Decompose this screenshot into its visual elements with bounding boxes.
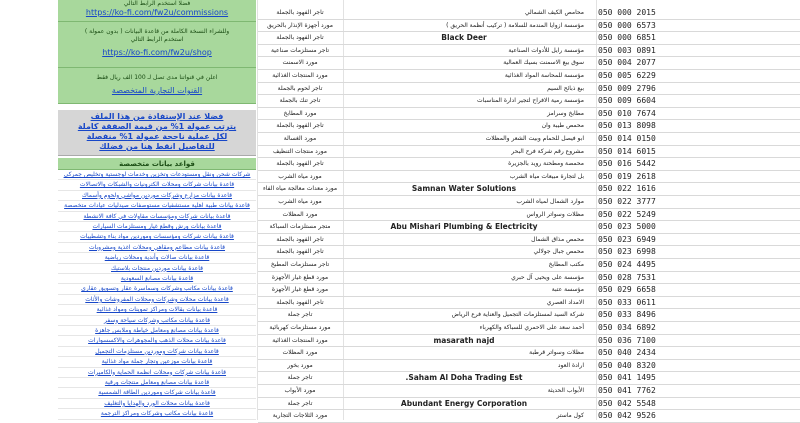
table-row [258, 70, 800, 83]
table-row [258, 108, 800, 121]
phone-cell[interactable]: 050 040 8320 [598, 360, 656, 370]
phone-cell[interactable]: 050 023 6998 [598, 247, 656, 257]
name-cell: الأبواب الحديثة [547, 387, 584, 394]
database-link[interactable]: قاعدة بيانات محلات الورد والهدايا والتغليف [58, 399, 256, 409]
name-cell: مظلات وسواتر الرواس [526, 210, 584, 218]
phone-cell[interactable]: 050 042 9526 [598, 411, 656, 421]
phone-cell[interactable]: 050 019 2618 [598, 171, 656, 181]
commission-notice[interactable] [58, 110, 256, 156]
database-link[interactable]: قاعدة بيانات شركات وموردين الطاقة الشمسية [58, 388, 256, 398]
table-row [258, 158, 800, 171]
name-cell: مؤسسة رايل للأدوات الصناعية [508, 46, 584, 54]
table-row [258, 284, 800, 297]
category-cell: تاجر الفهود بالجملة [276, 122, 324, 130]
phone-cell[interactable]: 050 023 5000 [598, 222, 656, 232]
database-link[interactable]: قاعدة بيانات محلات وشركات ومحلات المفروشات والأثاث [58, 295, 256, 305]
category-cell: مورد بخور [287, 361, 313, 369]
channels-link[interactable]: القنوات التجارية المتخصصة [111, 86, 203, 95]
database-link[interactable]: قاعدة بيانات شركات ومؤسسات وموردين مواد بناء وتشطيبات [58, 232, 256, 242]
name-cell: محمص جبال جولالي [533, 248, 584, 256]
phone-cell[interactable]: 050 014 0150 [598, 134, 656, 143]
name-cell: موارد الشمال لمياه الشرب [516, 198, 584, 205]
table-row [258, 246, 800, 259]
category-cell: تاجر الفهود بالجملة [276, 235, 324, 243]
database-link[interactable]: قاعدة بيانات بقالات ومراكز تموينات ومواد غذائية [58, 305, 256, 315]
name-cell: أحمد سعد على الاحمري للسباكة والكهرباء [479, 324, 584, 331]
table-row [258, 183, 800, 196]
name-cell: سوق بيع الاسمنت بسيك العمالية [503, 59, 584, 67]
database-link[interactable]: قاعدة بيانات شركات ومحلات انظمة الحماية والكاميرات [58, 368, 256, 378]
database-link[interactable]: قاعدة بيانات محلات الذهب والمجوهرات والاكسسوارات [58, 336, 256, 346]
database-link[interactable]: قاعدة بيانات مكاتب وشركات ومراكز الترجمة [58, 409, 256, 419]
name-cell: محامص الكيف الشمالي [524, 9, 584, 16]
database-link[interactable]: قاعدة بيانات شركات ومحلات الكترونيات والشبكات والاتصالات [58, 180, 256, 190]
name-cell: Abundant Energy Corporation [400, 398, 528, 408]
notice-line-2: يترتب عمولة 1% من قيمة الصفقة كاملة [77, 122, 237, 131]
phone-cell[interactable]: 050 022 3777 [598, 197, 656, 206]
phone-cell[interactable]: 050 033 8496 [598, 310, 656, 320]
category-cell: مورد أجهزة الإنذار بالحريق [267, 21, 333, 29]
phone-cell[interactable]: 050 022 5249 [598, 209, 656, 219]
channels-box [58, 68, 256, 104]
category-cell: مورد المظلات [282, 349, 318, 357]
name-cell: ابو فيصل للحمام وبيت الشعر والمظلات [485, 135, 584, 142]
name-cell: ارادة العود [557, 361, 584, 369]
box2-text2: استخدم الرابط التالي [130, 36, 184, 43]
table-row [258, 347, 800, 360]
category-cell: تاجر الفهود بالجملة [276, 248, 324, 256]
database-link[interactable]: قاعدة بيانات طبية اهلية مستشفيات مستوصفات صيدليات عيادات متخصصة [58, 201, 256, 211]
shop-link[interactable]: https://ko-fi.com/fw2u/shop [102, 48, 212, 57]
category-cell: تاجر جملة [287, 311, 313, 319]
name-cell: بيع ذبائح السيم [547, 84, 584, 92]
database-link[interactable]: قاعدة بيانات مصانع ومعامل خياطة وملابس جاهزة [58, 326, 256, 336]
category-cell: مورد قطع غيار الأجهزة [271, 273, 329, 281]
name-cell: .Saham Al Doha Trading Est [405, 373, 523, 383]
category-cell: مورد المنتجات الغذائية [272, 336, 328, 344]
phone-cell[interactable]: 050 000 6851 [598, 33, 656, 43]
phone-cell[interactable]: 050 040 2434 [598, 348, 656, 358]
table-row [258, 372, 800, 385]
category-cell: مورد مياه الشرب [278, 172, 322, 180]
category-cell: تاجر الفهود بالجملة [276, 298, 324, 306]
table-row [258, 297, 800, 310]
table-row [258, 398, 800, 411]
database-link[interactable]: قاعدة بيانات مصانع السعودية [58, 274, 256, 284]
notice-line-4: للتفاصيل انقط هنا من فضلك [99, 142, 215, 151]
phone-cell[interactable]: 050 036 7100 [598, 335, 656, 345]
category-cell: تاجر مستلزمات المطبخ [270, 261, 330, 268]
database-link[interactable]: قاعدة بيانات مطاعم ومقاهي ومحلات اغذية ومشروبات [58, 243, 256, 253]
category-cell: تاجر الفهود بالجملة [276, 160, 324, 168]
table-row [258, 57, 800, 70]
name-cell: كول ماستر [556, 412, 584, 420]
notice-line-3: لكل عملية ناجحة عمولة 1% منفصلة [86, 132, 228, 141]
name-cell: مكتب المطابخ [548, 261, 584, 268]
table-row [258, 221, 800, 234]
category-cell: مورد المطابخ [283, 109, 317, 117]
category-cell: مورد الاسمنت [282, 59, 318, 67]
box1-text: فضلا استخدم الرابط التالي [123, 0, 191, 7]
category-cell: مورد مياه الشرب [278, 198, 322, 205]
category-cell: مورد مستلزمات كهربائية [269, 324, 331, 331]
name-cell: مشروع رقم شركة فرح البحر [511, 147, 584, 155]
database-link[interactable]: قاعدة بيانات مكاتب وشركات سياحة وسفر [58, 316, 256, 326]
phone-cell[interactable]: 050 010 7674 [598, 108, 656, 118]
phone-cell[interactable]: 050 022 1616 [598, 184, 656, 194]
shop-link-box [58, 22, 256, 68]
category-cell: تاجر جملة [287, 374, 313, 382]
phone-cell[interactable]: 050 014 6015 [598, 146, 656, 156]
phone-cell[interactable]: 050 034 6892 [598, 323, 656, 332]
phone-cell[interactable]: 050 000 2015 [598, 8, 656, 17]
commission-link-box [58, 0, 256, 22]
phone-cell[interactable]: 050 013 8098 [598, 121, 656, 131]
phone-cell[interactable]: 050 009 2796 [598, 83, 656, 93]
name-cell: مطابخ وسرامز [547, 109, 584, 117]
category-cell: تاجر مستلزمات صناعية [270, 46, 330, 54]
box3-text: اعلن في قنواتنا مدى تصل لـ 100 الف ريال فقط [96, 74, 218, 81]
name-cell: Abu Mishari Plumbing & Electricity [390, 222, 538, 232]
category-cell: مورد قطع غيار الأجهزة [271, 286, 329, 294]
box2-text1: وللشراء النسخة الكاملة من قاعدة البيانات ( بدون عمولة ) [84, 28, 230, 35]
name-cell: مؤسسة ازوايا المندمة للسلامة ( تركيب أنظمة الحريق ) [446, 21, 584, 29]
category-cell: تاجر لحوم بالجملة [277, 84, 323, 92]
database-link[interactable]: قاعدة بيانات شركات ومؤسسات مقاولات في كافة الانشطة [58, 212, 256, 222]
phone-cell[interactable]: 050 009 6604 [598, 96, 656, 106]
database-link[interactable]: قاعدة بيانات مزارع وشركات موردين مواشي ولحوم وأسماك [58, 191, 256, 201]
table-row [258, 335, 800, 348]
table-row [258, 309, 800, 322]
table-row [258, 133, 800, 146]
phone-cell[interactable]: 050 000 6573 [598, 20, 656, 30]
table-row [258, 259, 800, 272]
name-cell: بل لتجارة مبيعات مياه الشرب [509, 172, 584, 180]
database-link[interactable]: قاعدة بيانات شركات وموردين مستلزمات التجميل [58, 347, 256, 357]
table-row [258, 196, 800, 209]
category-cell: مورد الثلاجات التجارية [272, 412, 328, 420]
category-cell: مورد منتجات التنظيف [273, 147, 327, 155]
category-cell: مورد المنتجات الغذائية [272, 72, 328, 79]
phone-cell[interactable]: 050 041 7762 [598, 386, 656, 395]
database-link[interactable]: قاعدة بيانات صالات وأندية ومحلات رياضية [58, 253, 256, 263]
category-cell: تاجر الفهود بالجملة [276, 34, 324, 42]
table-row [258, 410, 800, 423]
name-cell: مظلات وسواتر قرطبة [529, 349, 584, 357]
name-cell: Black Deer [441, 33, 487, 43]
category-cell: تاجر تنك بالجملة [279, 97, 321, 105]
phone-cell[interactable]: 050 042 5548 [598, 398, 656, 408]
name-cell: مؤسسة للمحاسة المواد الغذائية [504, 72, 584, 79]
category-cell: تاجر الفهود بالجملة [276, 9, 324, 16]
name-cell: مؤسسة عتبة [551, 286, 584, 294]
category-cell: تاجر جملة [287, 399, 313, 407]
table-row [258, 7, 800, 20]
table-row [258, 83, 800, 96]
name-cell: الامداد العصري [546, 298, 584, 306]
category-cell: مورد الأبواب [284, 387, 316, 394]
table-row [258, 120, 800, 133]
name-cell: محمصة ومطحنة رويد بالجزيرة [508, 160, 584, 168]
category-cell: مورد معدات معالجة مياه الفاء [262, 185, 338, 193]
table-row [258, 234, 800, 247]
phone-cell[interactable]: 050 028 7531 [598, 272, 656, 282]
table-row [258, 385, 800, 398]
table-row [258, 146, 800, 159]
phone-cell[interactable]: 050 023 6949 [598, 234, 656, 244]
database-link[interactable]: قاعدة بيانات موزعين وتجار جملة مواد غذائية [58, 357, 256, 367]
table-row [258, 322, 800, 335]
database-link[interactable]: شركات شحن ونقل ومستودعات وتخزين وخدمات لوجستية وتخليص جمركي [58, 170, 256, 180]
name-cell: محمص طيبة وان [541, 122, 584, 130]
name-cell: شركة السيد لمستلزمات التجميل والعناية فرع الرياض [451, 311, 584, 319]
phone-cell[interactable]: 050 003 0891 [598, 45, 656, 55]
name-cell: محمص مذاق الشمال [531, 235, 584, 243]
name-cell: masarath najd [433, 335, 495, 345]
category-cell: مورد المظلات [282, 210, 318, 218]
phone-cell[interactable]: 050 033 0611 [598, 297, 656, 307]
phone-cell[interactable]: 050 005 6229 [598, 71, 656, 80]
table-row [258, 360, 800, 373]
phone-cell[interactable]: 050 024 4495 [598, 260, 656, 269]
database-link[interactable]: قاعدة بيانات مصانع ومعامل منتجات ورقية [58, 378, 256, 388]
databases-header: قواعد بيانات متخصصة [58, 158, 256, 170]
phone-cell[interactable]: 050 041 1495 [598, 373, 656, 383]
phone-cell[interactable]: 050 016 5442 [598, 159, 656, 169]
table-row [258, 32, 800, 45]
phone-cell[interactable]: 050 029 6658 [598, 285, 656, 295]
table-row [258, 95, 800, 108]
notice-line-1: فضلا عند الإستفادة من هذا الملف [90, 112, 224, 121]
name-cell: مؤسسة على ويحيى آل حبري [511, 273, 584, 281]
name-cell: مؤسسة رمية الافراح لتجير ادارة المناسبات [477, 97, 584, 105]
database-link[interactable]: قاعدة بيانات موردين منتجات بلاستيك [58, 264, 256, 274]
category-cell: مورد الغسالة [283, 135, 317, 142]
database-link[interactable]: قاعدة بيانات مكاتب وشركات وسماسرة عقار وتسويق عقاري [58, 284, 256, 294]
table-row [258, 171, 800, 184]
phone-cell[interactable]: 050 004 2077 [598, 58, 656, 68]
table-row [258, 272, 800, 285]
commissions-link[interactable]: https://ko-fi.com/fw2u/commissions [85, 8, 229, 17]
table-row [258, 20, 800, 33]
table-row [258, 45, 800, 58]
database-link[interactable]: قاعدة بيانات ورش وقطع غيار ومستلزمات السيارات [58, 222, 256, 232]
name-cell: Samnan Water Solutions [411, 184, 517, 194]
promo-pane [58, 0, 256, 420]
category-cell: متجر مستلزمات السباكة [269, 223, 331, 231]
table-row [258, 209, 800, 222]
